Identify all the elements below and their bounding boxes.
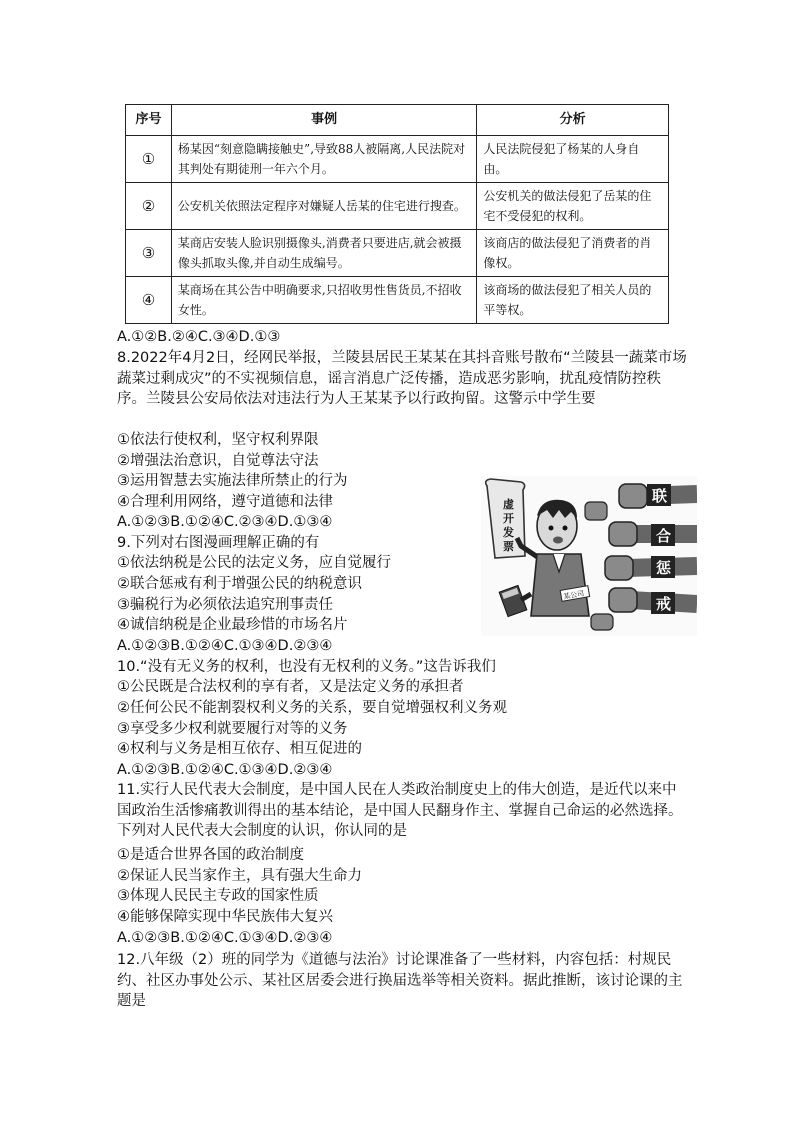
row-analysis: 该商场的做法侵犯了相关人员的平等权。 xyxy=(477,277,669,324)
fist-char-3: 惩 xyxy=(656,559,672,577)
header-analysis: 分析 xyxy=(477,105,669,136)
row-number: ② xyxy=(126,183,172,230)
q11-item-4: ④能够保障实现中华民族伟大复兴 xyxy=(117,909,333,925)
tax-fraud-cartoon xyxy=(481,476,697,636)
row-number: ① xyxy=(126,136,172,183)
header-case: 事例 xyxy=(171,105,476,136)
case-analysis-table xyxy=(125,104,669,324)
q9-options: A.①②③B.①②④C.①③④D.②③④ xyxy=(117,638,333,654)
row-analysis: 公安机关的做法侵犯了岳某的住宅不受侵犯的权利。 xyxy=(477,183,669,230)
q8-item-2: ②增强法治意识，自觉尊法守法 xyxy=(117,453,319,469)
q12-stem: 12.八年级（2）班的同学为《道德与法治》讨论课准备了一些材料，内容包括：村规民约、社区办事处公示、某社区居委会进行换届选举等相关资料。据此推断，该讨论课的主题是 xyxy=(117,952,683,1010)
scroll-text-4: 票 xyxy=(503,540,514,553)
table-row xyxy=(126,277,669,324)
q8-item-3: ③运用智慧去实施法律所禁止的行为 xyxy=(117,473,348,489)
q8-options: A.①②③B.①②④C.②③④D.①③④ xyxy=(117,514,333,530)
q9-item-2: ②联合惩戒有利于增强公民的纳税意识 xyxy=(117,576,362,592)
table-row xyxy=(126,136,669,183)
row-analysis: 该商店的做法侵犯了消费者的肖像权。 xyxy=(477,230,669,277)
q10-item-3: ③享受多少权利就要履行对等的义务 xyxy=(117,721,348,737)
q11-options: A.①②③B.①②④C.①③④D.②③④ xyxy=(117,930,333,946)
q8-item-4: ④合理利用网络，遵守道德和法律 xyxy=(117,494,333,510)
q10-item-2: ②任何公民不能割裂权利义务的关系，要自觉增强权利义务观 xyxy=(117,700,507,716)
scroll-text-3: 发 xyxy=(503,526,514,539)
row-case: 某商场在其公告中明确要求,只招收男性售货员,不招收女性。 xyxy=(171,277,476,324)
q10-item-4: ④权利与义务是相互依存、相互促进的 xyxy=(117,741,362,757)
q8-item-1: ①依法行使权利，坚守权利界限 xyxy=(117,432,319,448)
row-analysis: 人民法院侵犯了杨某的人身自由。 xyxy=(477,136,669,183)
header-number: 序号 xyxy=(126,105,172,136)
q9-item-4: ④诚信纳税是企业最珍惜的市场名片 xyxy=(117,617,348,633)
q9-stem: 9.下列对右图漫画理解正确的有 xyxy=(117,535,320,551)
fist-char-1: 联 xyxy=(652,487,668,505)
table-row xyxy=(126,230,669,277)
q10-options: A.①②③B.①②④C.①③④D.②③④ xyxy=(117,762,333,778)
q10-stem: 10.“没有无义务的权利，也没有无权利的义务。”这告诉我们 xyxy=(117,659,496,675)
q8-stem: 8.2022年4月2日，经网民举报，兰陵县居民王某某在其抖音账号散布“兰陵县一蔬菜市场蔬菜过剩成灾”的不实视频信息，谣言消息广泛传播，造成恶劣影响，扰乱疫情防控秩序。兰陵县公安局依法对违法行为人王某某予以行政拘留。这警示中学生要 xyxy=(117,350,687,408)
fist-char-4: 戒 xyxy=(656,595,672,613)
table-header-row xyxy=(126,105,669,136)
fist-char-2: 合 xyxy=(656,527,672,545)
q9-item-3: ③骗税行为必须依法追究刑事责任 xyxy=(117,597,333,613)
company-badge-text: 某公司 xyxy=(562,589,585,602)
q11-item-3: ③体现人民民主专政的国家性质 xyxy=(117,888,319,904)
scroll-text-1: 虚 xyxy=(503,498,514,511)
row-case: 杨某因“刻意隐瞒接触史”,导致88人被隔离,人民法院对其判处有期徒刑一年六个月。 xyxy=(171,136,476,183)
q11-item-2: ②保证人民当家作主，具有强大生命力 xyxy=(117,868,362,884)
row-case: 某商店安装人脸识别摄像头,消费者只要进店,就会被摄像头抓取头像,并自动生成编号。 xyxy=(171,230,476,277)
scroll-text-2: 开 xyxy=(503,512,514,525)
q11-stem: 11.实行人民代表大会制度，是中国人民在人类政治制度史上的伟大创造，是近代以来中国政治生活惨痛教训得出的基本结论，是中国人民翻身作主、掌握自己命运的必然选择。下列对人民代表大会制度的认识，你认同的是 xyxy=(117,782,683,840)
row-number: ④ xyxy=(126,277,172,324)
table-row xyxy=(126,183,669,230)
row-case: 公安机关依照法定程序对嫌疑人岳某的住宅进行搜查。 xyxy=(171,183,476,230)
q11-item-1: ①是适合世界各国的政治制度 xyxy=(117,847,304,863)
q9-item-1: ①依法纳税是公民的法定义务，应自觉履行 xyxy=(117,555,391,571)
row-number: ③ xyxy=(126,230,172,277)
q10-item-1: ①公民既是合法权利的享有者，又是法定义务的承担者 xyxy=(117,679,464,695)
q7-options: A.①②B.②④C.③④D.①③ xyxy=(117,329,281,345)
